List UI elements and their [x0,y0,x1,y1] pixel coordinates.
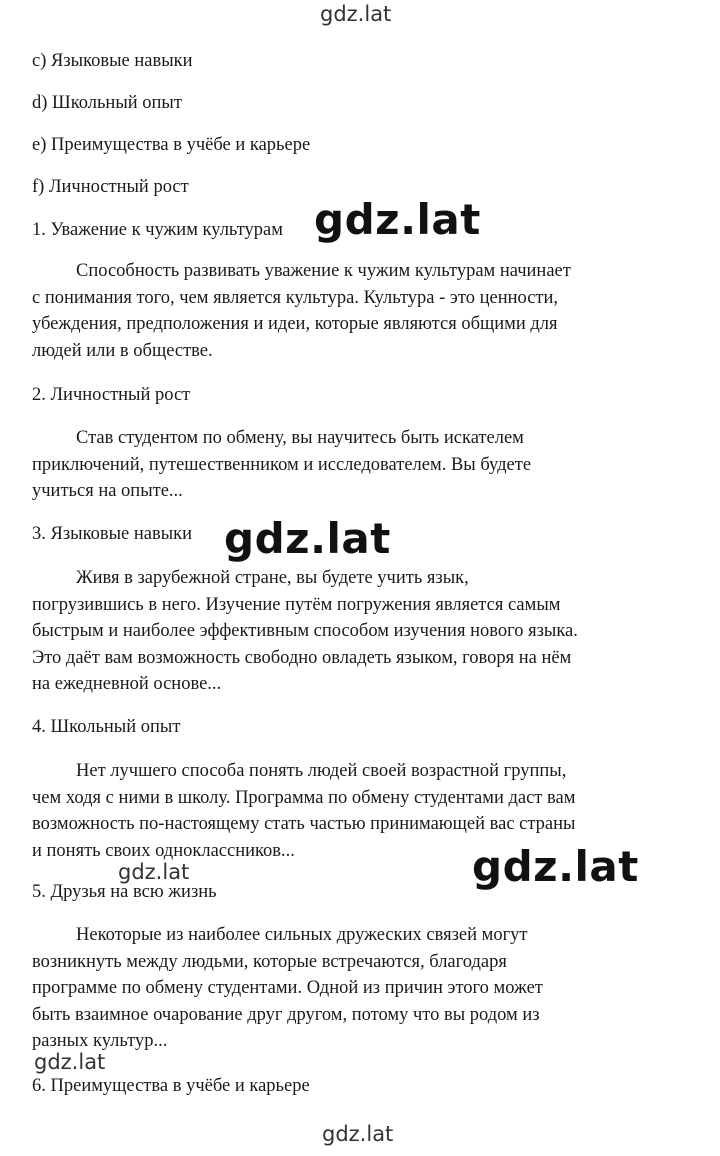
watermark: gdz.lat [314,195,481,244]
watermark: gdz.lat [34,1050,106,1074]
section-paragraph [32,565,682,698]
watermark: gdz.lat [224,514,391,563]
paragraph-line: Живя в зарубежной стране, вы будете учить язык, [76,568,469,588]
watermark: gdz.lat [320,2,392,26]
paragraph-line: возможность по-настоящему стать частью принимающей вас страны [32,814,576,834]
list-item: f) Личностный рост [32,177,189,197]
section-heading: 1. Уважение к чужим культурам [32,220,283,240]
section-paragraph [32,922,682,1055]
section-paragraph [32,425,682,505]
section-heading: 4. Школьный опыт [32,717,181,737]
paragraph-line: Это даёт вам возможность свободно овладеть языком, говоря на нём [32,647,572,668]
paragraph-line: с понимания того, чем является культура. Культура - это ценности, [32,287,559,308]
watermark: gdz.lat [322,1122,394,1146]
section-heading: 3. Языковые навыки [32,524,193,544]
paragraph-line: убеждения, предположения и идеи, которые являются общими для [32,314,558,334]
paragraph-line: быстрым и наиболее эффективным способом изучения нового языка. [32,621,578,641]
watermark: gdz.lat [118,860,190,884]
paragraph-line: учиться на опыте... [32,481,183,501]
watermark: gdz.lat [472,842,639,891]
paragraph-line: людей или в обществе. [32,340,213,361]
paragraph-line: погрузившись в него. Изучение путём погружения является самым [32,594,561,615]
paragraph-line: чем ходя с ними в школу. Программа по обмену студентами даст вам [32,787,576,808]
paragraph-line: программе по обмену студентами. Одной из причин этого может [32,978,543,998]
list-item: d) Школьный опыт [32,93,182,113]
paragraph-line: быть взаимное очарование друг другом, потому что вы родом из [32,1004,540,1025]
list-item: e) Преимущества в учёбе и карьере [32,135,311,155]
list-item: c) Языковые навыки [32,51,193,71]
paragraph-line: Некоторые из наиболее сильных дружеских связей могут [76,925,528,945]
paragraph-line: Став студентом по обмену, вы научитесь быть искателем [76,428,524,448]
section-heading: 5. Друзья на всю жизнь [32,882,217,902]
paragraph-line: Нет лучшего способа понять людей своей возрастной группы, [76,761,567,781]
section-heading: 6. Преимущества в учёбе и карьере [32,1076,310,1096]
paragraph-line: приключений, путешественником и исследователем. Вы будете [32,454,532,475]
paragraph-line: на ежедневной основе... [32,674,222,694]
paragraph-line: возникнуть между людьми, которые встречаются, благодаря [32,951,507,972]
section-heading: 2. Личностный рост [32,385,191,405]
paragraph-line: разных культур... [32,1031,168,1051]
section-paragraph [32,258,682,364]
paragraph-line: и понять своих одноклассников... [32,840,295,861]
paragraph-line: Способность развивать уважение к чужим культурам начинает [76,261,571,281]
